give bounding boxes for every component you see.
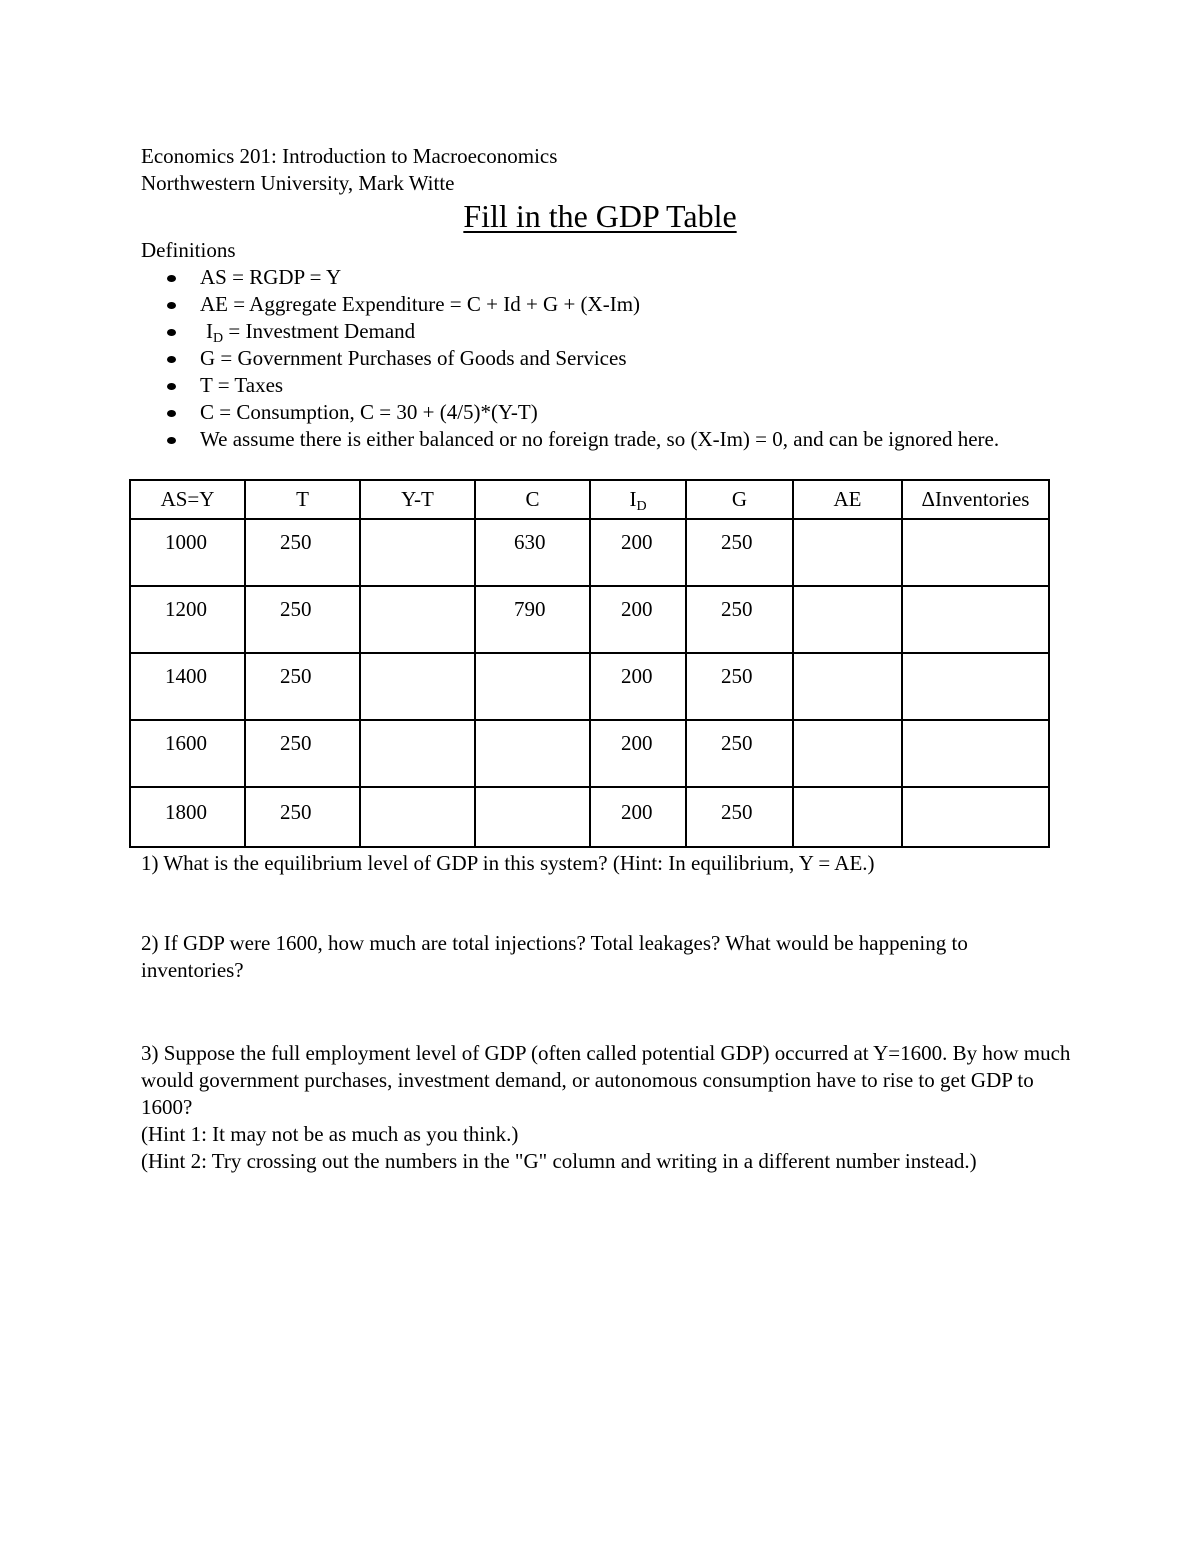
cell-id: 200 [590,720,686,787]
header-as-y: AS=Y [130,480,245,519]
cell-c [475,787,590,847]
cell-id: 200 [590,653,686,720]
cell-delta-inventories [902,787,1049,847]
course-author: Northwestern University, Mark Witte [141,171,455,195]
header-delta-inventories: ΔInventories [902,480,1049,519]
cell-ae [793,720,902,787]
cell-ae [793,653,902,720]
cell-c [475,720,590,787]
cell-delta-inventories [902,586,1049,653]
definition-item: We assume there is either balanced or no foreign trade, so (X-Im) = 0, and can be ignored here. [141,426,1061,453]
definitions-list [141,264,1061,453]
header-t: T [245,480,360,519]
question-2: 2) If GDP were 1600, how much are total injections? Total leakages? What would be happening to inventories? [141,931,968,982]
cell-g: 250 [686,586,793,653]
definition-item: AE = Aggregate Expenditure = C + Id + G + (X-Im) [141,291,1061,318]
header-c: C [475,480,590,519]
cell-delta-inventories [902,519,1049,586]
definition-item: T = Taxes [141,372,1061,399]
cell-ae [793,519,902,586]
question-3-text: 3) Suppose the full employment level of GDP (often called potential GDP) occurred at Y=1600. By how much would government purchases, investment demand, or autonomous consumption have to rise to get GDP to 1600? [141,1041,1071,1119]
table-row [130,519,1049,586]
cell-t: 250 [245,519,360,586]
question-1: 1) What is the equilibrium level of GDP in this system? (Hint: In equilibrium, Y = AE.) [141,851,875,875]
table-row [130,720,1049,787]
cell-as-y: 1800 [130,787,245,847]
gdp-table [129,479,1050,848]
cell-c: 630 [475,519,590,586]
definition-item: $I_D$ = Investment Demand [141,318,1061,345]
definition-item: C = Consumption, C = 30 + (4/5)*(Y-T) [141,399,1061,426]
cell-id: 200 [590,787,686,847]
cell-ae [793,586,902,653]
cell-t: 250 [245,586,360,653]
definition-item: AS = RGDP = Y [141,264,1061,291]
cell-g: 250 [686,720,793,787]
cell-as-y: 1200 [130,586,245,653]
bullet-icon [167,302,176,309]
header-id: $I_D$ [590,480,686,519]
header-ae: AE [793,480,902,519]
cell-y-t [360,519,475,586]
cell-y-t [360,787,475,847]
cell-id: 200 [590,519,686,586]
table-row [130,586,1049,653]
cell-id: 200 [590,586,686,653]
cell-as-y: 1000 [130,519,245,586]
table-header-row [130,480,1049,519]
cell-g: 250 [686,787,793,847]
table-row [130,653,1049,720]
header-g: G [686,480,793,519]
cell-c: 790 [475,586,590,653]
question-3-hint-1: (Hint 1: It may not be as much as you think.) [141,1122,519,1146]
bullet-icon [167,383,176,390]
question-3 [141,1040,1071,1175]
bullet-icon [167,437,176,444]
question-3-hint-2: (Hint 2: Try crossing out the numbers in the "G" column and writing in a different number instead.) [141,1149,977,1173]
cell-y-t [360,586,475,653]
bullet-icon [167,356,176,363]
bullet-icon [167,410,176,417]
table-row [130,787,1049,847]
cell-t: 250 [245,787,360,847]
cell-delta-inventories [902,720,1049,787]
cell-t: 250 [245,720,360,787]
cell-y-t [360,720,475,787]
page-title: Fill in the GDP Table [463,198,737,234]
bullet-icon [167,275,176,282]
cell-c [475,653,590,720]
cell-y-t [360,653,475,720]
cell-delta-inventories [902,653,1049,720]
definition-item: G = Government Purchases of Goods and Services [141,345,1061,372]
definitions-heading: Definitions [141,238,236,262]
cell-ae [793,787,902,847]
header-y-t: Y-T [360,480,475,519]
bullet-icon [167,329,176,336]
cell-as-y: 1600 [130,720,245,787]
cell-t: 250 [245,653,360,720]
course-title: Economics 201: Introduction to Macroeconomics [141,144,558,168]
cell-g: 250 [686,653,793,720]
cell-as-y: 1400 [130,653,245,720]
cell-g: 250 [686,519,793,586]
